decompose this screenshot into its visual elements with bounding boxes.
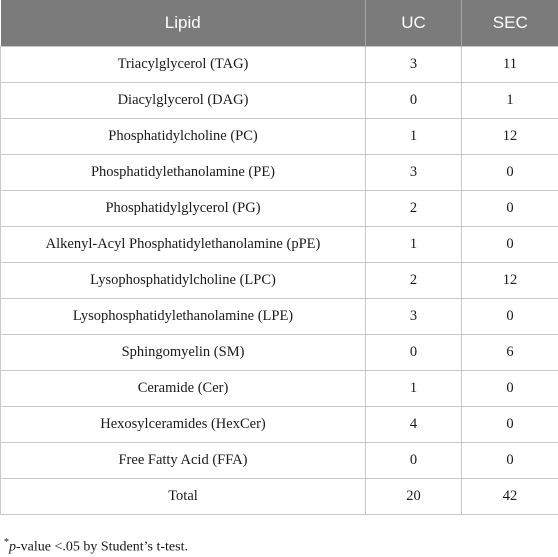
cell-sec: 0 (462, 407, 558, 443)
cell-lipid: Phosphatidylcholine (PC) (1, 119, 366, 155)
cell-uc: 3 (366, 47, 462, 83)
header-sec: SEC (462, 0, 558, 47)
footnote-text: -value <.05 by Student’s t-test. (16, 539, 188, 555)
cell-uc: 3 (366, 155, 462, 191)
cell-sec: 11 (462, 47, 558, 83)
cell-lipid: Lysophosphatidylcholine (LPC) (1, 263, 366, 299)
cell-lipid: Hexosylceramides (HexCer) (1, 407, 366, 443)
table-row (1, 155, 558, 191)
header-row (1, 0, 558, 47)
cell-sec: 1 (462, 83, 558, 119)
cell-uc: 2 (366, 263, 462, 299)
cell-uc: 1 (366, 371, 462, 407)
cell-lipid: Diacylglycerol (DAG) (1, 83, 366, 119)
cell-sec: 12 (462, 263, 558, 299)
cell-uc: 4 (366, 407, 462, 443)
table-row (1, 47, 558, 83)
cell-uc: 1 (366, 227, 462, 263)
cell-sec: 0 (462, 299, 558, 335)
cell-lipid: Phosphatidylglycerol (PG) (1, 191, 366, 227)
table-row (1, 227, 558, 263)
table-body (1, 47, 558, 515)
footnote-p: p (9, 539, 16, 555)
header-uc: UC (366, 0, 462, 47)
cell-sec: 6 (462, 335, 558, 371)
cell-lipid: Sphingomyelin (SM) (1, 335, 366, 371)
cell-sec: 0 (462, 443, 558, 479)
cell-lipid: Triacylglycerol (TAG) (1, 47, 366, 83)
cell-uc: 0 (366, 335, 462, 371)
cell-sec: 12 (462, 119, 558, 155)
cell-sec: 0 (462, 155, 558, 191)
cell-uc: 3 (366, 299, 462, 335)
table-row (1, 191, 558, 227)
table-row (1, 371, 558, 407)
cell-uc: 0 (366, 83, 462, 119)
table-row-total (1, 479, 558, 515)
cell-lipid: Lysophosphatidylethanolamine (LPE) (1, 299, 366, 335)
table-row (1, 83, 558, 119)
cell-lipid: Phosphatidylethanolamine (PE) (1, 155, 366, 191)
cell-sec: 0 (462, 191, 558, 227)
cell-uc: 20 (366, 479, 462, 515)
cell-sec: 42 (462, 479, 558, 515)
cell-lipid: Ceramide (Cer) (1, 371, 366, 407)
table-row (1, 263, 558, 299)
cell-lipid: Alkenyl-Acyl Phosphatidylethanolamine (pPE) (1, 227, 366, 263)
cell-uc: 1 (366, 119, 462, 155)
footnote-asterisk: * (4, 537, 9, 548)
table-header (1, 0, 558, 47)
table-row (1, 119, 558, 155)
table-row (1, 299, 558, 335)
table-row (1, 335, 558, 371)
cell-sec: 0 (462, 227, 558, 263)
table-row (1, 407, 558, 443)
cell-lipid: Total (1, 479, 366, 515)
cell-lipid: Free Fatty Acid (FFA) (1, 443, 366, 479)
header-lipid: Lipid (1, 0, 366, 47)
table-row (1, 443, 558, 479)
cell-sec: 0 (462, 371, 558, 407)
cell-uc: 2 (366, 191, 462, 227)
cell-uc: 0 (366, 443, 462, 479)
table-footnote (4, 537, 188, 556)
